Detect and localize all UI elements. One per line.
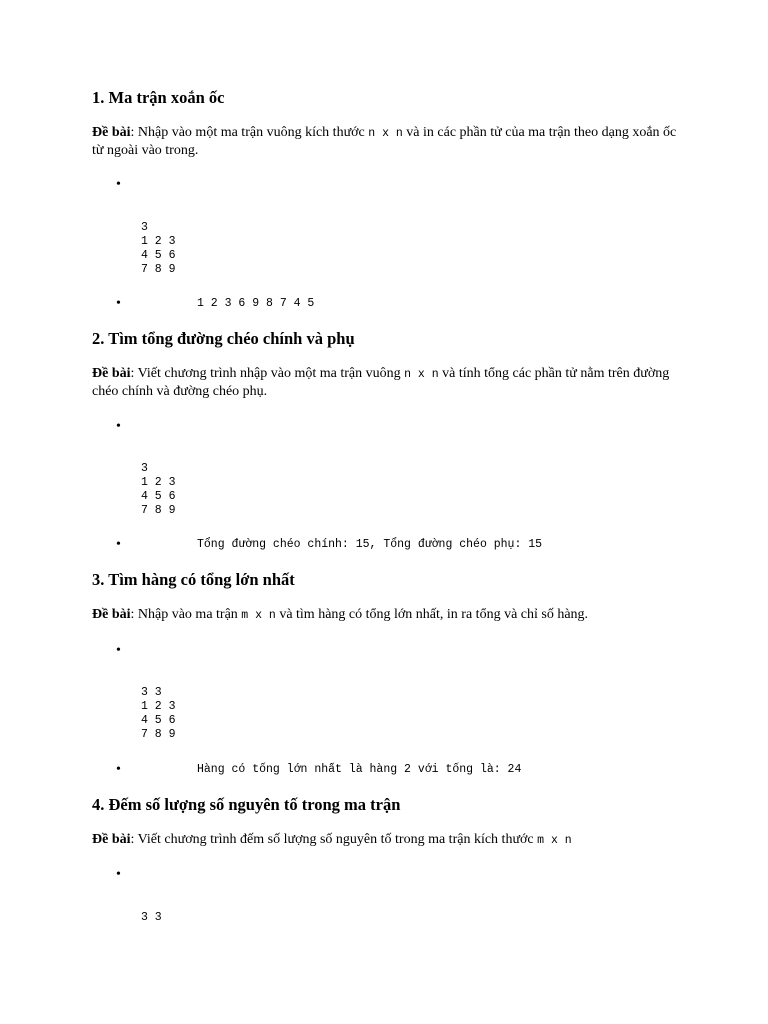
problem-statement: Đề bài: Nhập vào một ma trận vuông kích thước n x n và in các phần tử của ma trận theo dạng xoắn ốc từ ngoài vào trong. xyxy=(92,125,677,158)
problem-statement: Đề bài: Nhập vào ma trận m x n và tìm hàng có tổng lớn nhất, in ra tổng và chỉ số hàng. xyxy=(92,607,589,622)
bullet-icon: • xyxy=(116,867,121,882)
problem-statement: Đề bài: Viết chương trình nhập vào một ma trận vuông n x n và tính tổng các phần tử nằm trên đường chéo chính và đường chéo phụ. xyxy=(92,366,670,399)
section-title: 1. Ma trận xoắn ốc xyxy=(92,88,225,107)
bullet-icon: • xyxy=(116,296,121,311)
bullet-icon: • xyxy=(116,643,121,658)
sample-output: Hàng có tổng lớn nhất là hàng 2 với tổng là: 24 xyxy=(197,763,522,776)
section-title: 3. Tìm hàng có tổng lớn nhất xyxy=(92,570,295,589)
problem-label: Đề bài xyxy=(92,832,131,847)
bullet-icon: • xyxy=(116,419,121,434)
bullet-icon: • xyxy=(116,177,121,192)
section-1 xyxy=(92,88,692,311)
section-3 xyxy=(92,570,692,777)
sample-output: 1 2 3 6 9 8 7 4 5 xyxy=(197,297,315,310)
sample-input: 3 1 2 3 4 5 6 7 8 9 xyxy=(141,221,176,276)
sample-input: 3 3 xyxy=(141,911,162,924)
problem-label: Đề bài xyxy=(92,366,131,381)
problem-statement: Đề bài: Viết chương trình đếm số lượng số nguyên tố trong ma trận kích thước m x n xyxy=(92,832,572,847)
sample-input: 3 3 1 2 3 4 5 6 7 8 9 xyxy=(141,686,176,741)
section-title: 4. Đếm số lượng số nguyên tố trong ma trận xyxy=(92,795,401,814)
sample-input: 3 1 2 3 4 5 6 7 8 9 xyxy=(141,462,176,517)
section-2 xyxy=(92,329,692,552)
sample-output: Tổng đường chéo chính: 15, Tổng đường chéo phụ: 15 xyxy=(197,538,543,551)
problem-label: Đề bài xyxy=(92,607,131,622)
bullet-icon: • xyxy=(116,537,121,552)
section-title: 2. Tìm tổng đường chéo chính và phụ xyxy=(92,329,355,348)
bullet-icon: • xyxy=(116,762,121,777)
problem-label: Đề bài xyxy=(92,125,131,140)
section-4 xyxy=(92,795,692,924)
